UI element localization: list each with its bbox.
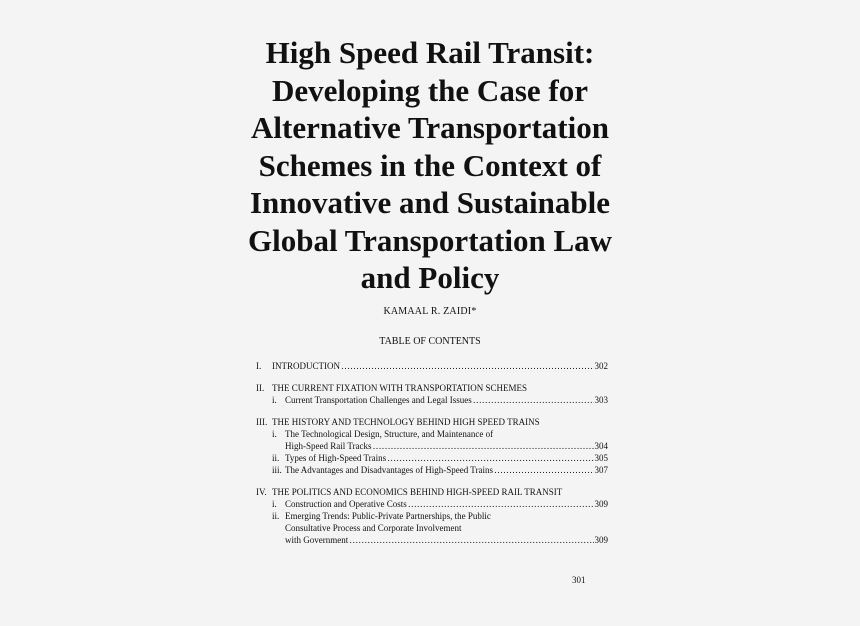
page-ref: 309 [594, 499, 608, 509]
page-ref: 305 [594, 453, 608, 463]
toc-subentry [256, 394, 608, 406]
subsection-title: Construction and Operative Costs [285, 499, 407, 509]
subsection-title: The Advantages and Disadvantages of High-Speed Trains [285, 465, 493, 475]
toc-subentry [256, 510, 608, 522]
toc-subentry [256, 452, 608, 464]
author-name: KAMAAL R. ZAIDI* [383, 306, 477, 317]
table-of-contents [256, 360, 608, 556]
article-title [230, 34, 630, 297]
subsection-number: ii. [272, 453, 280, 463]
leader-dots [373, 440, 594, 452]
subsection-title-continued: High-Speed Rail Tracks [285, 441, 372, 451]
toc-heading: TABLE OF CONTENTS [379, 336, 481, 347]
title-line: Schemes in the Context of [258, 147, 602, 183]
toc-entry [256, 360, 608, 372]
toc-subentry [256, 464, 608, 476]
section-number: I. [256, 361, 262, 371]
title-line: and Policy [360, 260, 500, 295]
toc-entry [256, 382, 608, 394]
toc-subentry-continued [256, 522, 608, 534]
toc-subentry-continued [256, 440, 608, 452]
toc-subentry [256, 498, 608, 510]
subsection-title-continued: Consultative Process and Corporate Involvement [285, 523, 462, 533]
toc-section-3 [256, 416, 608, 476]
section-number: IV. [256, 487, 267, 497]
toc-section-4 [256, 486, 608, 546]
toc-section-1 [256, 360, 608, 372]
title-line: High Speed Rail Transit: [265, 35, 595, 70]
page-number: 301 [572, 575, 586, 585]
toc-entry [256, 416, 608, 428]
page-ref: 302 [594, 361, 608, 371]
toc-section-2 [256, 382, 608, 406]
section-number: III. [256, 417, 268, 427]
title-line: Alternative Transportation [251, 110, 609, 145]
subsection-number: i. [272, 395, 277, 405]
toc-subentry-continued [256, 534, 608, 546]
toc-entry [256, 486, 608, 498]
subsection-title: Current Transportation Challenges and Legal Issues [285, 395, 472, 405]
subsection-number: iii. [272, 465, 282, 475]
toc-subentry [256, 428, 608, 440]
leader-dots [473, 394, 594, 406]
title-line: Global Transportation Law [247, 222, 613, 258]
subsection-title: Types of High-Speed Trains [285, 453, 387, 463]
leader-dots [494, 464, 594, 476]
section-number: II. [256, 383, 265, 393]
title-line: Innovative and Sustainable [249, 185, 611, 220]
leader-dots [387, 452, 593, 464]
section-title: THE POLITICS AND ECONOMICS BEHIND HIGH-SPEED RAIL TRANSIT [272, 487, 563, 497]
leader-dots [408, 498, 594, 510]
page-ref: 309 [594, 535, 608, 545]
page-ref: 307 [594, 465, 608, 475]
leader-dots [341, 360, 594, 372]
leader-dots [349, 534, 593, 546]
subsection-number: i. [272, 429, 277, 439]
title-line: Developing the Case for [272, 72, 588, 108]
subsection-number: i. [272, 499, 277, 509]
subsection-title-continued: with Government [285, 535, 349, 545]
subsection-title: Emerging Trends: Public-Private Partnerships, the Public [285, 511, 491, 521]
page-ref: 304 [594, 441, 608, 451]
section-title: THE HISTORY AND TECHNOLOGY BEHIND HIGH SPEED TRAINS [272, 417, 540, 427]
page-ref: 303 [594, 395, 608, 405]
subsection-number: ii. [272, 511, 280, 521]
section-title: THE CURRENT FIXATION WITH TRANSPORTATION SCHEMES [272, 383, 528, 393]
section-title: INTRODUCTION [272, 361, 340, 371]
subsection-title: The Technological Design, Structure, and Maintenance of [285, 429, 494, 439]
